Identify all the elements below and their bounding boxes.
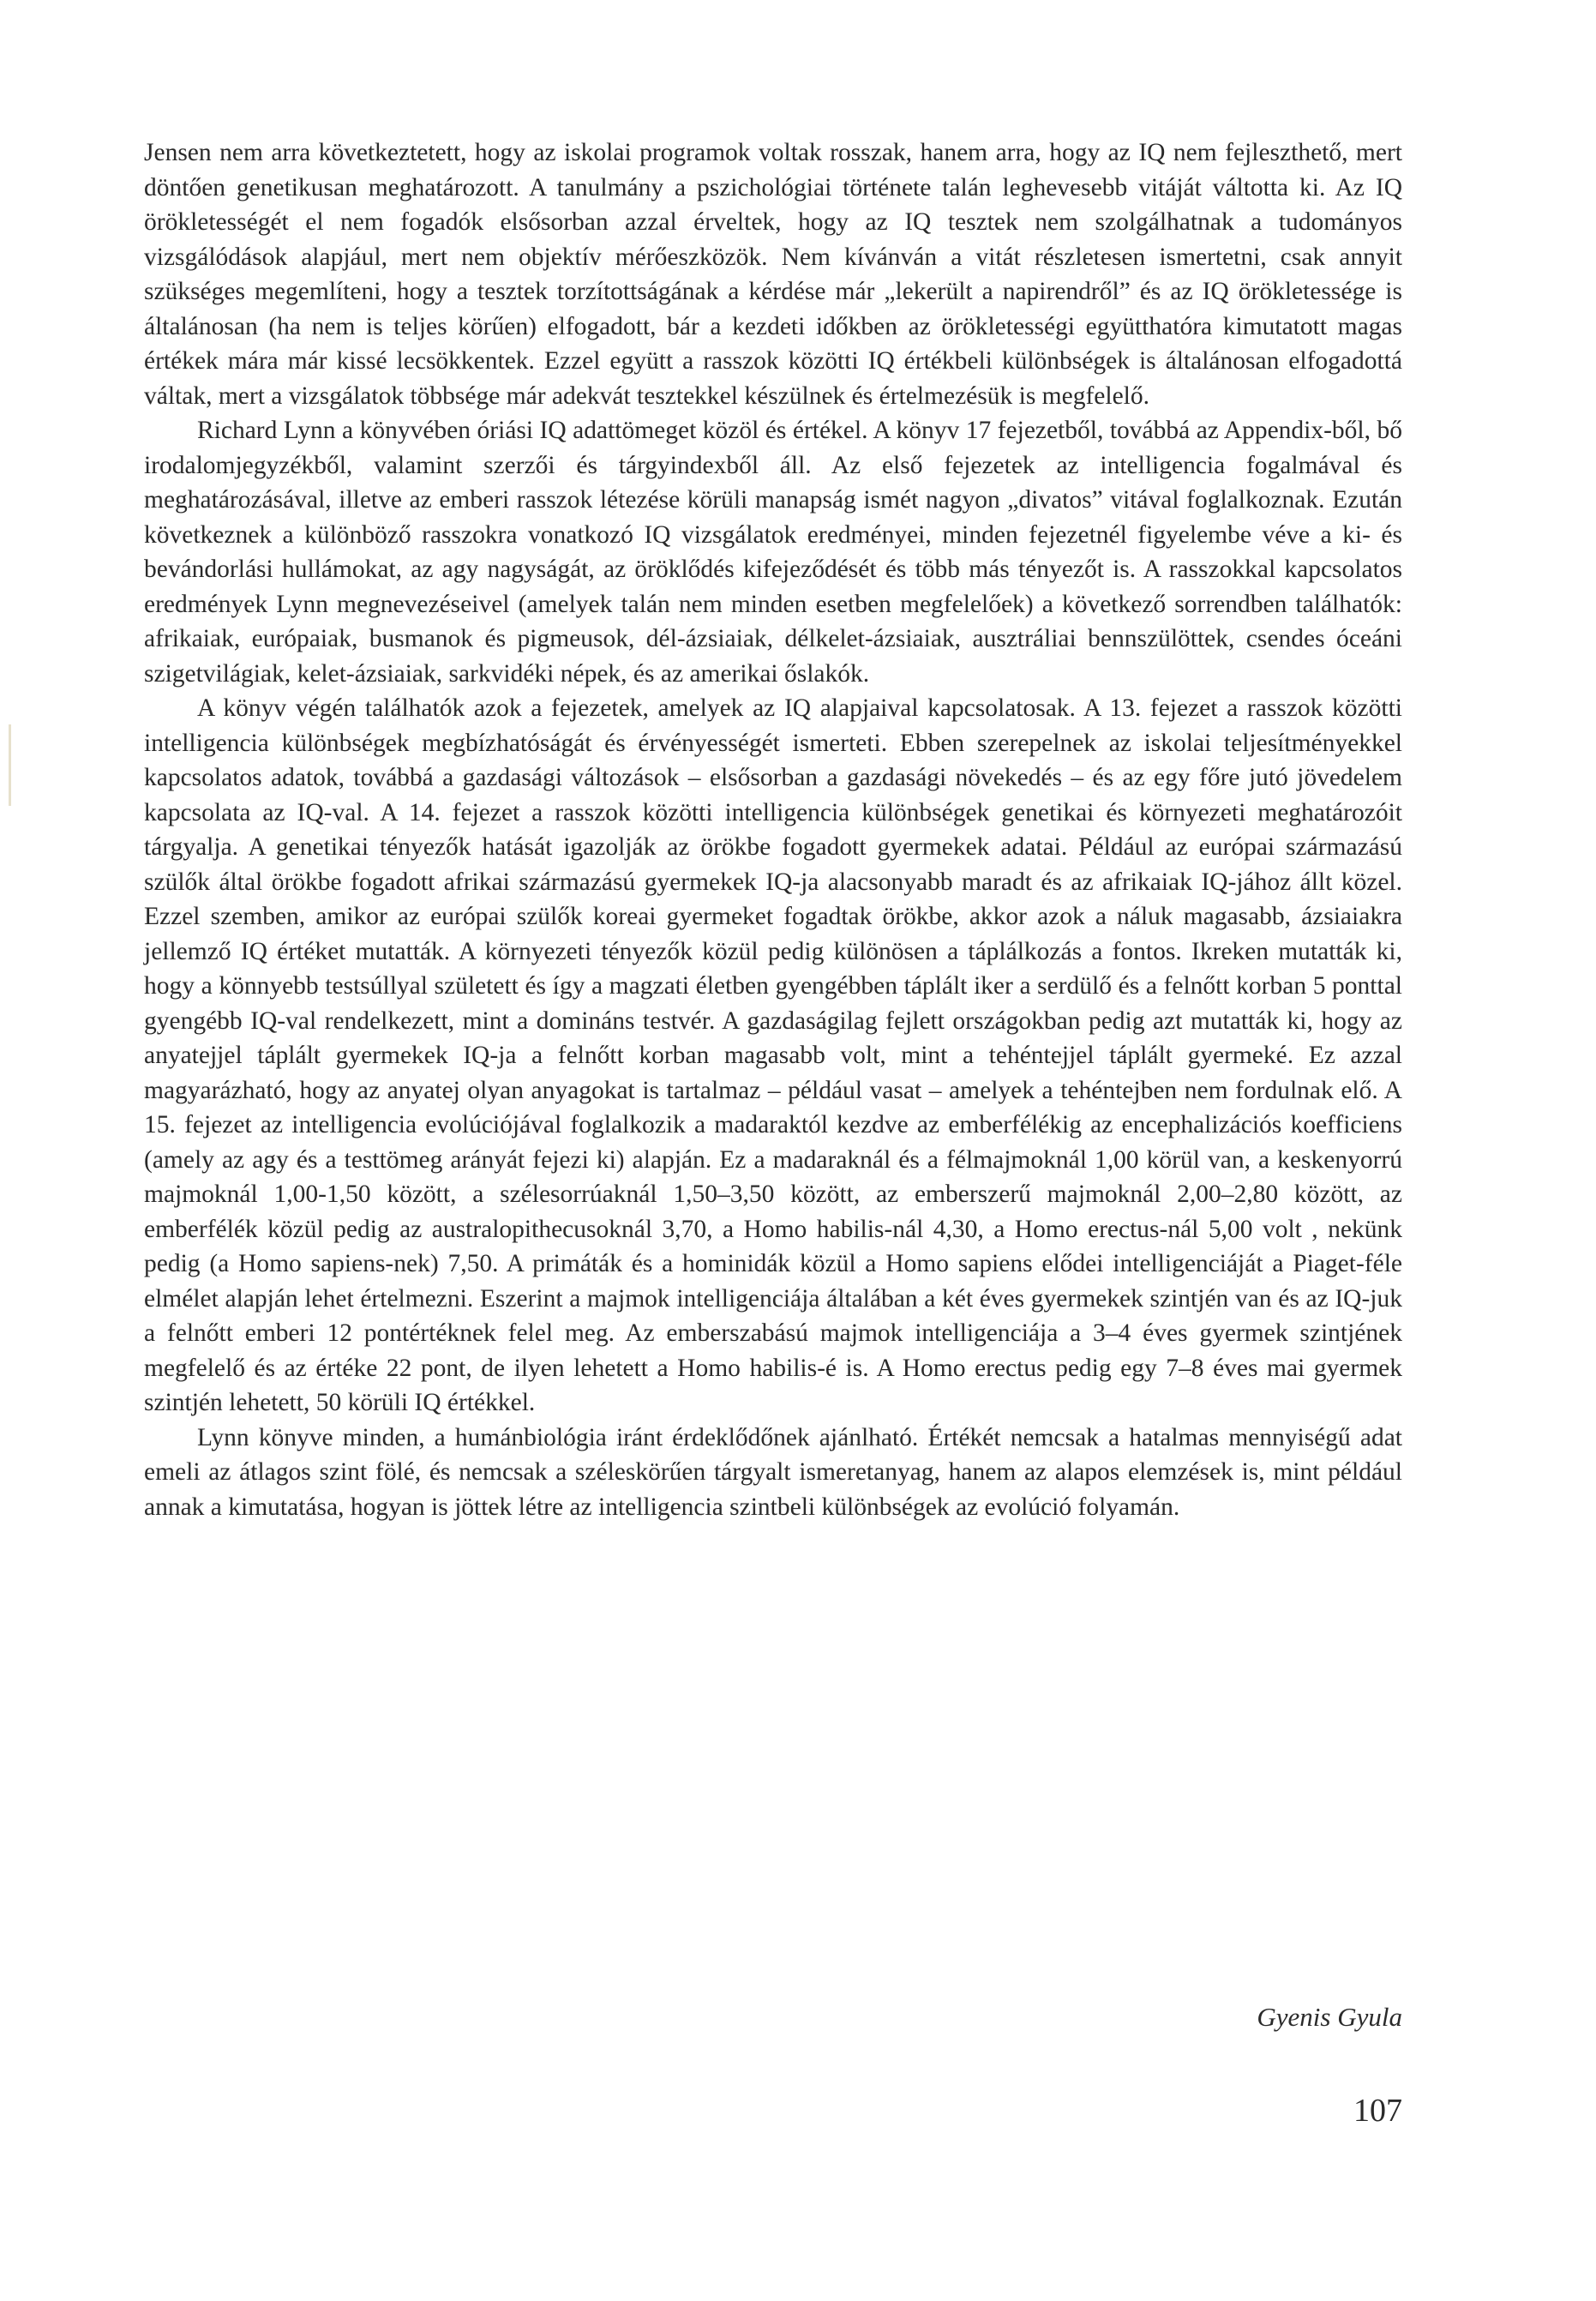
body-text bbox=[144, 135, 1402, 1524]
page-number: 107 bbox=[1353, 2093, 1402, 2129]
paragraph-2: Richard Lynn a könyvében óriási IQ adattömeget közöl és értékel. A könyv 17 fejezetből, továbbá az Appendix-ből, bő irodalomjegyzékből, valamint szerzői és tárgyindexből áll. Az első fejezetek az intelligencia fogalmával és meghatározásával, illetve az emberi rasszok létezése körüli manapság ismét nagyon „divatos” vitával foglalkoznak. Ezután következnek a különböző rasszokra vonatkozó IQ vizsgálatok eredményei, minden fejezetnél figyelembe véve a ki- és bevándorlási hullámokat, az agy nagyságát, az öröklődés kifejeződését és több más tényezőt is. A rasszokkal kapcsolatos eredmények Lynn megnevezéseivel (amelyek talán nem minden esetben megfelelőek) a következő sorrendben találhatók: afrikaiak, európaiak, busmanok és pigmeusok, dél-ázsiaiak, délkelet-ázsiaiak, ausztráliai bennszülöttek, csendes óceáni szigetvilágiak, kelet-ázsiaiak, sarkvidéki népek, és az amerikai őslakók. bbox=[144, 417, 1402, 688]
author-signature: Gyenis Gyula bbox=[1257, 2002, 1402, 2032]
paragraph-4: Lynn könyve minden, a humánbiológia iránt érdeklődőnek ajánlható. Értékét nemcsak a hatalmas mennyiségű adat emeli az átlagos szint fölé, és nemcsak a széleskörűen tárgyalt ismeretanyag, hanem az alapos elemzések is, mint például annak a kimutatása, hogyan is jöttek létre az intelligencia szintbeli különbségek az evolúció folyamán. bbox=[144, 1423, 1402, 1521]
paragraph-3: A könyv végén találhatók azok a fejezetek, amelyek az IQ alapjaival kapcsolatosak. A 13. fejezet a rasszok közötti intelligencia különbségek megbízhatóságát és érvényességét ismerteti. Ebben szerepelnek az iskolai teljesítményekkel kapcsolatos adatok, továbbá a gazdasági változások – elsősorban a gazdasági növekedés – és az egy főre jutó jövedelem kapcsolata az IQ-val. A 14. fejezet a rasszok közötti intelligencia különbségek genetikai és környezeti meghatározóit tárgyalja. A genetikai tényezők hatását igazolják az örökbe fogadott gyermekek adatai. Például az európai származású szülők által örökbe fogadott afrikai származású gyermekek IQ-ja alacsonyabb maradt és az afrikaiak IQ-jához állt közel. Ezzel szemben, amikor az európai szülők koreai gyermeket fogadtak örökbe, akkor azok a náluk magasabb, ázsiaiakra jellemző IQ értéket mutatták. A környezeti tényezők közül pedig különösen a táplálkozás a fontos. Ikreken mutatták ki, hogy a könnyebb testsúllyal született és így a magzati életben gyengébben táplált iker a serdülő és a felnőtt korban 5 ponttal gyengébb IQ-val rendelkezett, mint a domináns testvér. A gazdaságilag fejlett országokban pedig azt mutatták ki, hogy az anyatejjel táplált gyermekek IQ-ja a felnőtt korban magasabb volt, mint a tehéntejjel táplált gyermeké. Ez azzal magyarázható, hogy az anyatej olyan anyagokat is tartalmaz – például vasat – amelyek a tehéntejben nem fordulnak elő. A 15. fejezet az intelligencia evolúciójával foglalkozik a madaraktól kezdve az emberfélékig az encephalizációs koefficiens (amely az agy és a testtömeg arányát fejezi ki) alapján. Ez a madaraknál és a félmajmoknál 1,00 körül van, a keskenyorrú majmoknál 1,00-1,50 között, a szélesorrúaknál 1,50–3,50 között, az emberszerű majmoknál 2,00–2,80 között, az emberfélék közül pedig az australopithecusoknál 3,70, a Homo habilis-nál 4,30, a Homo erectus-nál 5,00 volt , nekünk pedig (a Homo sapiens-nek) 7,50. A primáták és a hominidák közül a Homo sapiens elődei intelligenciáját a Piaget-féle elmélet alapján lehet értelmezni. Eszerint a majmok intelligenciája általában a két éves gyermekek szintjén van és az IQ-juk a felnőtt emberi 12 pontértéknek felel meg. Az emberszabású majmok intelligenciája a 3–4 éves gyermek szintjének megfelelő és az értéke 22 pont, de ilyen lehetett a Homo habilis-é is. A Homo erectus pedig egy 7–8 éves mai gyermek szintjén lehetett, 50 körüli IQ értékkel. bbox=[144, 694, 1402, 1416]
scan-edge-mark bbox=[9, 724, 11, 806]
paragraph-1: Jensen nem arra következtetett, hogy az iskolai programok voltak rosszak, hanem arra, hogy az IQ nem fejleszthető, mert döntően genetikusan meghatározott. A tanulmány a pszichológiai története talán leghevesebb vitáját váltotta ki. Az IQ örökletességét el nem fogadók elsősorban azzal érveltek, hogy az IQ tesztek nem szolgálhatnak a tudományos vizsgálódások alapjául, mert nem objektív mérőeszközök. Nem kívánván a vitát részletesen ismertetni, csak annyit szükséges megemlíteni, hogy a tesztek torzítottságának a kérdése már „lekerült a napirendről” és az IQ örökletessége is általánosan (ha nem is teljes körűen) elfogadott, bár a kezdeti időkben az örökletességi együtthatóra kimutatott magas értékek mára már kissé lecsökkentek. Ezzel együtt a rasszok közötti IQ értékbeli különbségek is általánosan elfogadottá váltak, mert a vizsgálatok többsége már adekvát tesztekkel készülnek és értelmezésük is megfelelő. bbox=[144, 139, 1402, 410]
